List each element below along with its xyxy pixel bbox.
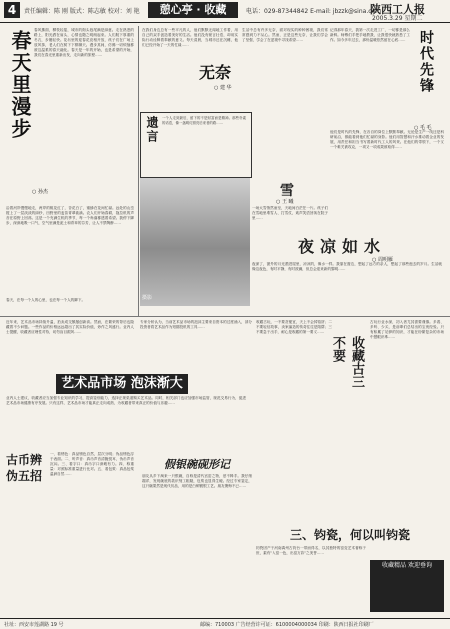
collect-title: 收藏古三不要	[330, 336, 364, 388]
art-text-left: 近年来，艺术品市场持续升温，拍卖成交额屡创新高。然而，在繁荣的背后也隐藏着不少问题。一些作品的价格远远超出了其实际价值，炒作之风盛行。业内人士提醒，收藏者应理性对待，切勿盲目跟风……	[6, 320, 134, 334]
street-photo	[140, 178, 250, 306]
snow-text: 一场大雪悄然而至，天地间白茫茫一片。孩子们在雪地里堆雪人、打雪仗，欢声笑语回荡在院子里……	[252, 206, 328, 220]
contact-info: 电话：029-87344842 E-mail: jbzzk@sina.com	[246, 8, 382, 15]
art-text-mid: 专家分析认为，当前艺术品市场的泡沫主要来自资本的过度涌入，部分投资者将艺术品作为短期投机的工具……	[140, 320, 252, 329]
fake-title: 古币辨伪五招	[6, 453, 43, 483]
page-number: 4	[4, 2, 20, 18]
wuxian-title: 无奈	[198, 63, 231, 82]
issue-date: 2005.3.29 星期二	[372, 15, 423, 22]
photo-caption: 摄影	[142, 295, 153, 301]
night-title: 夜凉如水	[297, 237, 386, 256]
spring-text-end: 春天，在每一个人的心里，也在每一个人的脚下。	[6, 298, 86, 302]
footer-right: 邮编：710003 广告经营许可证：6100004000034 印刷：陕西日报社印刷厂	[200, 622, 374, 628]
center-text-1: 在我们身边总有一些平凡的人，他们默默无闻地工作着，用自己的双手创造着美好的生活。他们没有豪言壮语，却用实际行动诠释着奉献的意义。每天清晨，当城市还在沉睡，他们已经开始了一天的忙碌……	[142, 28, 238, 47]
spring-title: 春天里漫步	[8, 30, 32, 140]
center-text-2: 生活中总有许多无奈，面对现实的种种困境，我们常常感到力不从心。然而，正是这些无奈，让我们学会了坚强，学会了在逆境中寻找希望……	[242, 28, 328, 42]
fake-text: 一、看锈色：真品锈色自然，层次分明；伪品锈色浮于表面。二、听声音：真币声音清脆悦耳，伪币声音沉闷。三、看字口：真币字口深峻有力。四、称重量：对照标准重量进行比对。五、看包浆：真品包浆温润自然……	[50, 452, 134, 476]
era-title: 时代先锋	[418, 30, 434, 94]
era-byline: ○ 毛 毛	[414, 125, 432, 131]
era-text: 他们是时代的先锋，在各自的岗位上默默奉献。无论是生产一线还是科研前沿，都能看到他们忙碌的身影。他们用智慧和汗水推动着企业的发展，用责任和担当书写着新时代工人的风采。在他们的带领下，一个又一个难关被攻克，一项又一项成果被取得……	[330, 130, 444, 149]
leave-text: 一个人走到最后，留下的不是财富而是精神。那些朴素的话语，像一盏明灯照亮后来者的路……	[162, 116, 246, 125]
section-rule	[0, 316, 450, 317]
spring-text-bottom: 沿着河岸慢慢地走，两岸的桃花红了，杏花白了，蜜蜂在花间忙碌。远处的山峦披上了一层淡淡的绿纱，田野里的麦苗青翠欲滴。农人们开始春耕，拖拉机的声音在原野上回荡。这是一个充满生机的季节，每一个角落都透着希望。我停下脚步，深深地吸一口气，空气里满是泥土和青草的芬芳，让人不禁陶醉……	[6, 206, 134, 225]
wuxian-byline: ○ 建 华	[214, 85, 232, 91]
night-text: 夜深了，窗外的月光洒进屋里，凉凉的，像水一样。我靠在窗边，想起了远方的亲人，想起了那些逝去的岁月。生活就像这夜色，有时平静，有时波澜，但总会迎来新的黎明……	[252, 262, 442, 271]
snow-title: 雪	[280, 183, 294, 199]
forgery-title: 假银碗砚形记	[164, 458, 230, 471]
column-name: 憩心亭 · 收藏	[148, 2, 238, 18]
night-byline: ○ 周明雁	[372, 257, 393, 263]
collect-text-left: 收藏古玩，一不要贪便宜，天上不会掉馅饼；二不要轻信故事，卖家编造的传奇往往是陷阱；三不要急于出手，耐心是收藏的第一要义……	[256, 320, 332, 334]
tripod-title: 三、钧瓷，何以叫钧瓷	[289, 528, 410, 542]
page-footer	[0, 618, 450, 629]
ad-block: 收藏精品 欢迎垂询	[370, 560, 444, 612]
column-rule	[138, 26, 139, 316]
spring-text-top: 春风拂面，柳枝轻摇，城市的街头巷尾满是绿意。走在熟悉的路上，阳光洒在肩头，心情也随之明朗起来。人们脱下厚重的冬衣，步履轻快。花坛里的迎春花竞相开放，孩子们在广场上放风筝，老人们在树下下棋聊天。漫步其间，仿佛一切烦恼都被这温柔的春天融化。春天是一年的开始，也是希望的开始，我们在春光里重新出发，走向新的旅程……	[34, 28, 134, 57]
forgery-text: 朋友从乡下淘来一只银碗，自称是清代官窑之物，爱不释手。我仔细端详，发现碗底的款识刻工粗糙，包浆也显得生硬。经过专家鉴定，这只碗果然是现代仿品，用的是白铜镀银工艺。朋友懊悔不已……	[142, 474, 252, 488]
footer-left: 社址：西安市莲湖路 19 号	[4, 622, 64, 628]
leave-title: 遗言	[145, 116, 159, 144]
center-text-3: 记得那年春天，我第一次走进工厂，一切都是那么新鲜。师傅们手把手地教我，让我很快就熟悉了工作。如今多年过去，那份温暖依然留在心底……	[330, 28, 410, 42]
art-text-bottom: 业内人士建议，收藏者应当加强专业知识的学习，提高鉴别能力，选择正规渠道购买艺术品。同时，相关部门也应加强市场监管，规范交易行为，促进艺术品市场健康有序发展。只有这样，艺术品市场才能真正走向成熟，为收藏者带来真正的价值与乐趣……	[6, 396, 246, 405]
snow-byline: ○ 王 曦	[276, 199, 294, 205]
editor-meta: 责任编辑：陈 刚 版式：陈志敏 校对：刘 艳	[24, 8, 140, 15]
art-title: 艺术品市场 泡沫渐大	[56, 374, 188, 394]
tripod-text: 钧瓷因产于河南禹州古钧台一带而得名，以其独特的窑变艺术著称于世，素有"入窑一色，出窑万彩"之美誉……	[256, 546, 366, 555]
paper-name: 陕西工人报	[370, 3, 425, 16]
collect-text-right: 古玩行业水深，初入者尤其需要谨慎。多看、多听、少买，是前辈们总结出的宝贵经验。只有积累了足够的知识，才能在纷繁复杂的市场中慧眼识珠……	[370, 320, 444, 339]
spring-byline: ○ 孙杰	[32, 189, 48, 195]
